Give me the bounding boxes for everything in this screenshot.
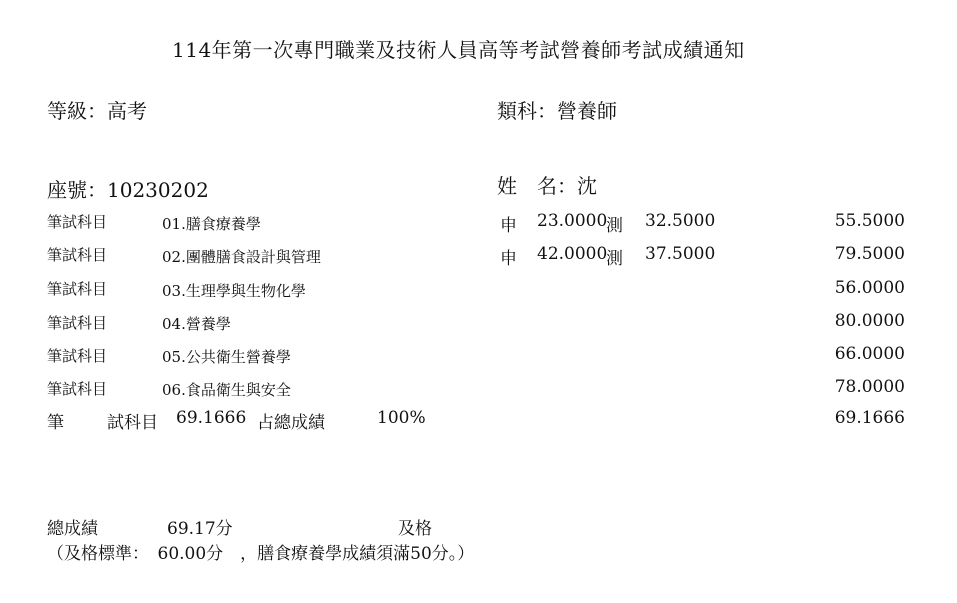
subject-type: 筆試科目 bbox=[47, 314, 108, 332]
notice-title: 114年第一次專門職業及技術人員高等考試營養師考試成績通知 bbox=[172, 38, 745, 62]
pass-status: 及格 bbox=[398, 519, 432, 539]
subject-name: 06.食品衛生與安全 bbox=[162, 381, 291, 399]
subject-shen: 申 bbox=[500, 249, 517, 269]
category-field bbox=[497, 95, 617, 124]
subject-type: 筆試科目 bbox=[47, 213, 108, 231]
subject-ce: 測 bbox=[606, 249, 623, 269]
subject-score-a: 23.0000 bbox=[537, 211, 608, 231]
subject-name: 01.膳食療養學 bbox=[162, 215, 261, 233]
level-field bbox=[47, 95, 147, 124]
level-value: 高考 bbox=[107, 99, 147, 123]
summary-col2: 試科目 bbox=[107, 413, 158, 433]
total-score-value: 69.17分 bbox=[167, 519, 233, 539]
subject-total: 66.0000 bbox=[834, 344, 905, 364]
subject-total: 79.5000 bbox=[834, 244, 905, 264]
seat-value: 10230202 bbox=[107, 178, 209, 202]
subject-score-b: 37.5000 bbox=[645, 244, 716, 264]
summary-col1: 筆 bbox=[47, 413, 64, 433]
seat-label: 座號： bbox=[47, 178, 107, 202]
pass-standard-note: （及格標準： 60.00分 ，膳食療養學成績須滿50分。） bbox=[47, 544, 475, 564]
name-value: 沈 bbox=[577, 174, 597, 198]
subject-type: 筆試科目 bbox=[47, 347, 108, 365]
total-score-label: 總成績 bbox=[47, 519, 98, 539]
level-label: 等級： bbox=[47, 99, 107, 123]
summary-total: 69.1666 bbox=[834, 408, 905, 428]
subject-score-a: 42.0000 bbox=[537, 244, 608, 264]
subject-total: 78.0000 bbox=[834, 377, 905, 397]
category-value: 營養師 bbox=[557, 99, 617, 123]
subject-score-b: 32.5000 bbox=[645, 211, 716, 231]
subject-type: 筆試科目 bbox=[47, 380, 108, 398]
subject-total: 80.0000 bbox=[834, 311, 905, 331]
subject-ce: 測 bbox=[606, 216, 623, 236]
summary-average: 69.1666 bbox=[176, 408, 247, 428]
subject-type: 筆試科目 bbox=[47, 246, 108, 264]
summary-share-pct: 100% bbox=[377, 408, 426, 428]
subject-type: 筆試科目 bbox=[47, 280, 108, 298]
subject-name: 03.生理學與生物化學 bbox=[162, 282, 306, 300]
subject-total: 56.0000 bbox=[834, 278, 905, 298]
subject-name: 04.營養學 bbox=[162, 315, 231, 333]
subject-total: 55.5000 bbox=[834, 211, 905, 231]
category-label: 類科： bbox=[497, 99, 557, 123]
summary-share-label: 占總成績 bbox=[257, 413, 325, 433]
subject-name: 05.公共衛生營養學 bbox=[162, 348, 291, 366]
subject-shen: 申 bbox=[500, 216, 517, 236]
subject-name: 02.團體膳食設計與管理 bbox=[162, 248, 321, 266]
name-field bbox=[497, 170, 597, 199]
name-label: 姓 名： bbox=[497, 174, 577, 198]
seat-field bbox=[47, 174, 209, 203]
